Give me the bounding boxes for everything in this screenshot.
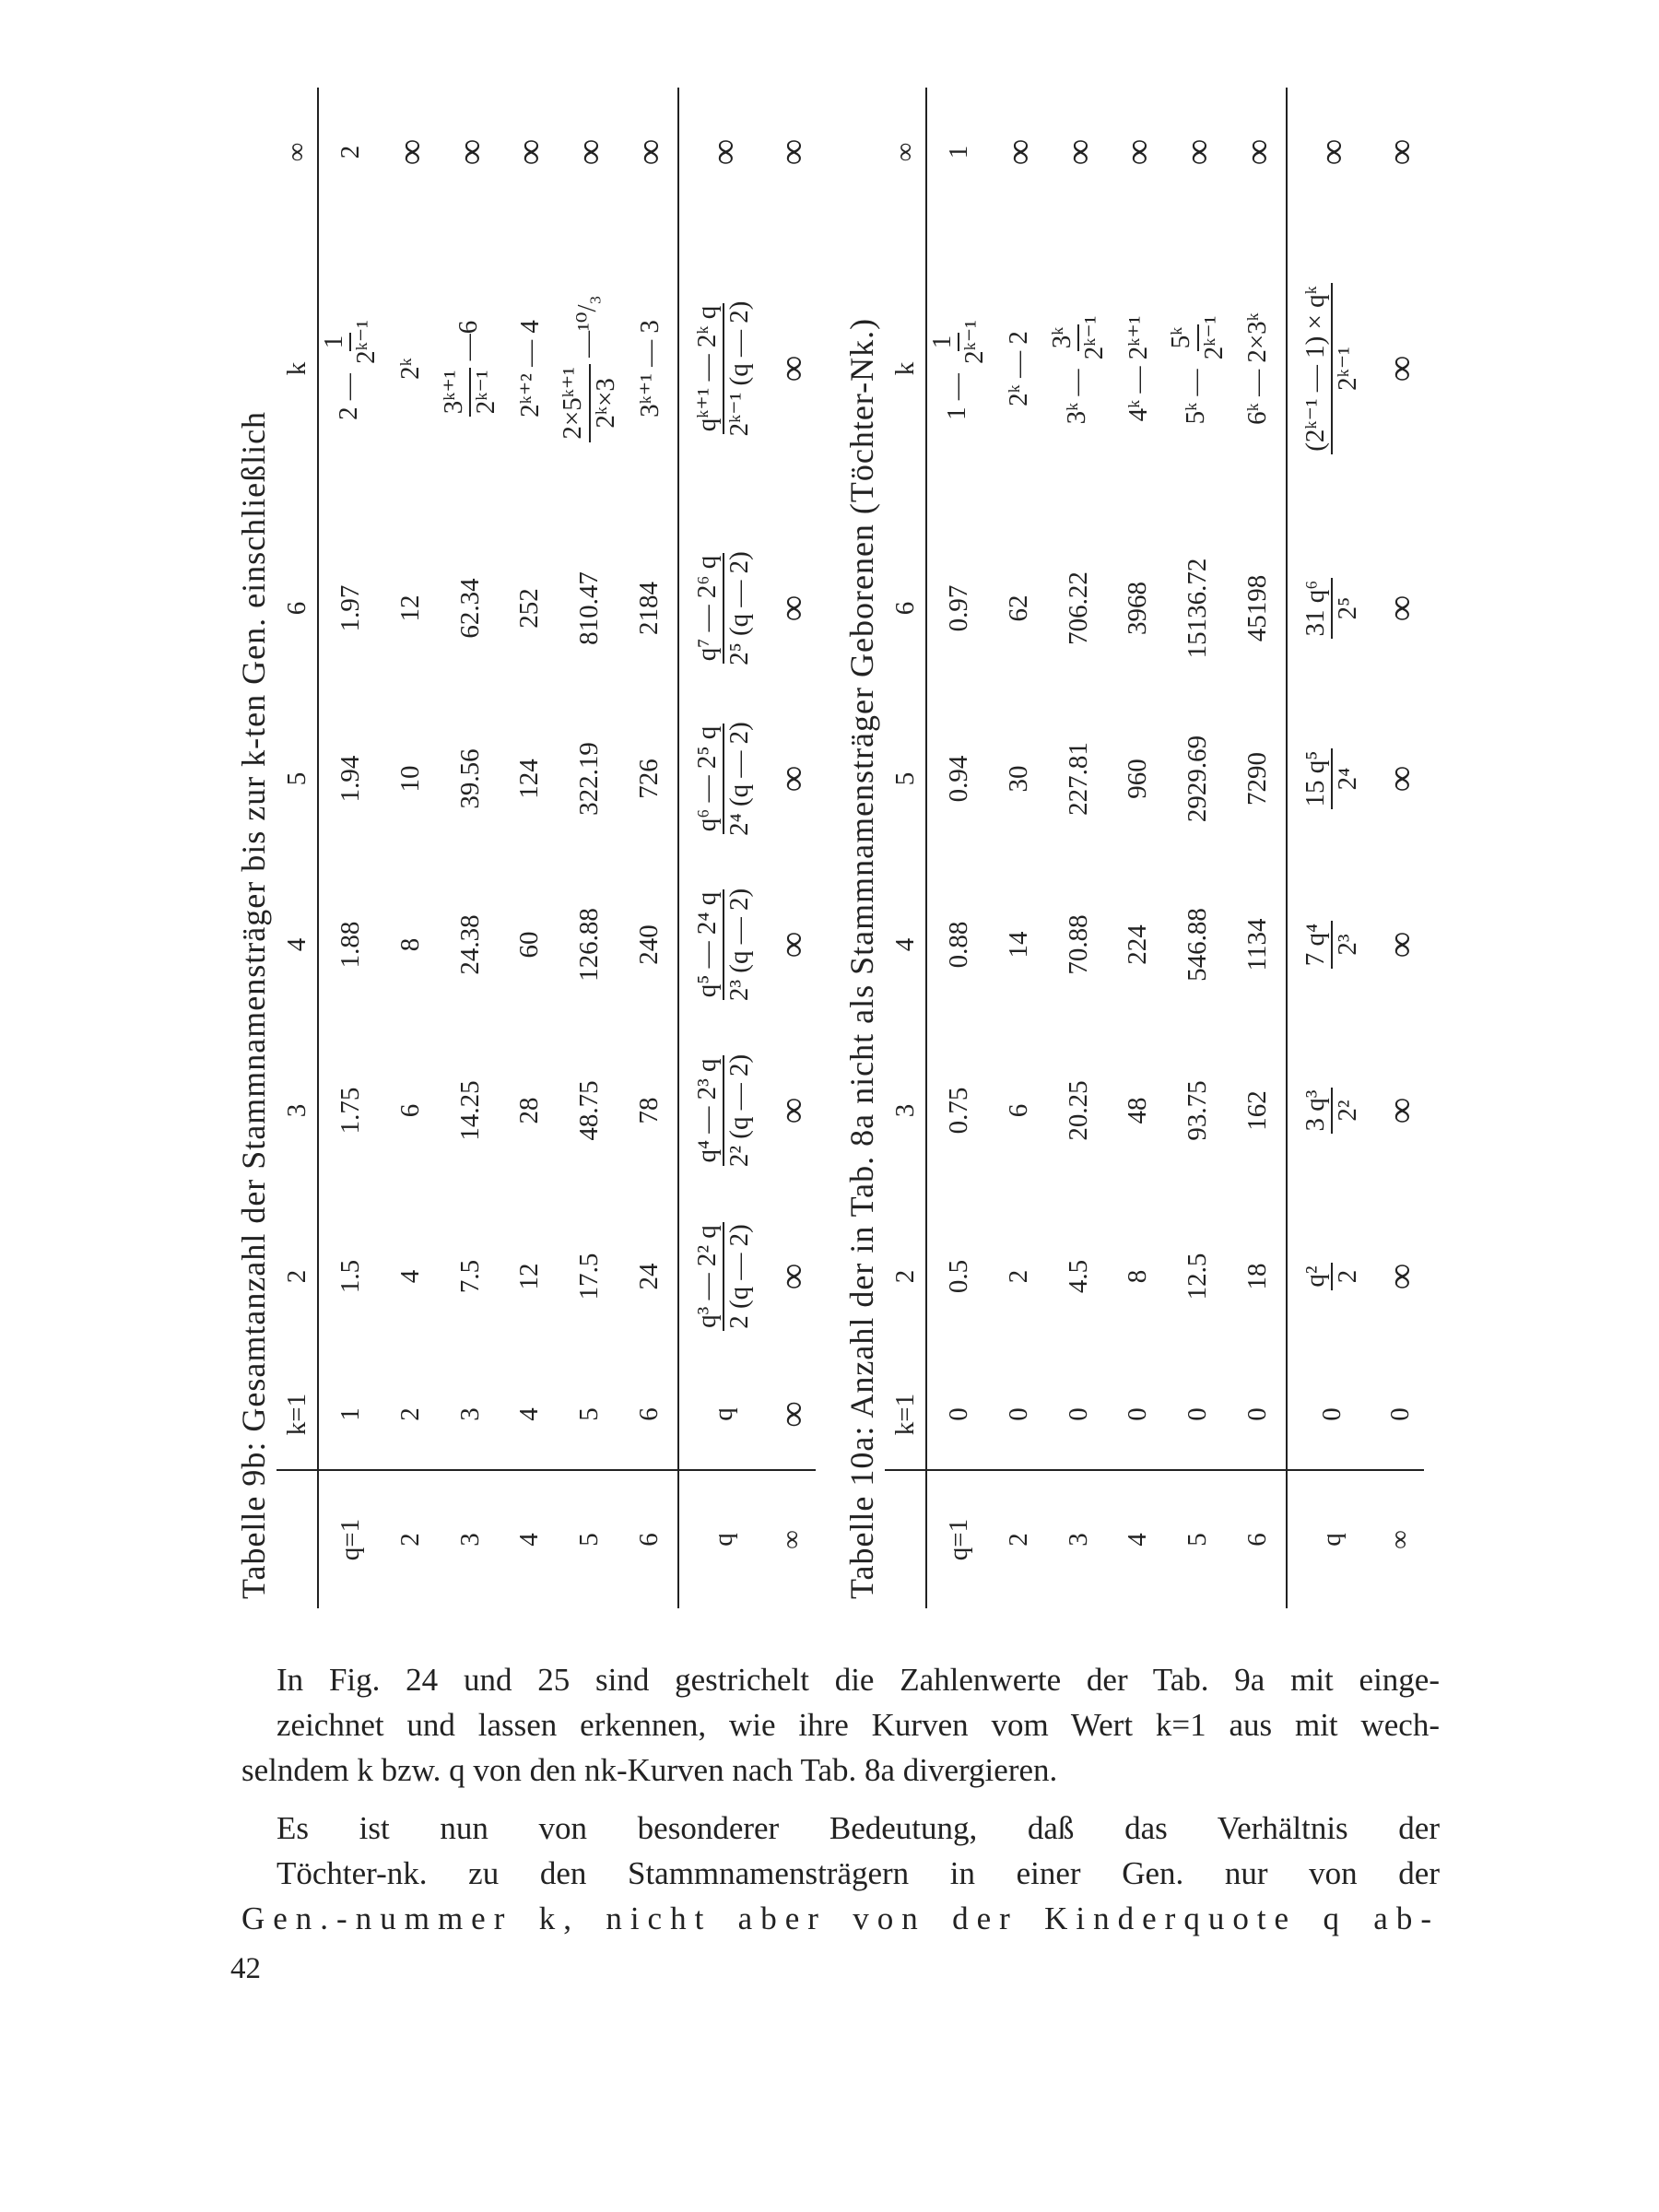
table-cell: 14: [1003, 931, 1033, 959]
table-cell: 20.25: [1063, 1080, 1093, 1141]
text-line: Es ist nun von besonderer Bedeutung, daß das Verhältnis der: [276, 1810, 1440, 1846]
table-cell: 1.94: [335, 755, 365, 803]
table-cell: 2ᵏ: [394, 358, 425, 380]
table-cell: [1287, 217, 1376, 521]
table-10a: [839, 88, 1429, 1608]
table-cell: ∞: [1177, 138, 1219, 166]
fraction-denominator: 2⁴: [1333, 767, 1363, 791]
table-cell: 30: [1003, 765, 1033, 793]
table-row: [926, 88, 991, 1608]
table-cell: 1.5: [335, 1259, 365, 1294]
column-header: 4: [885, 862, 926, 1028]
fraction: [1300, 578, 1364, 640]
table-cell: ∞: [771, 1263, 813, 1290]
fraction-denominator: 2ᵏ⁻¹: [1333, 347, 1363, 391]
table-cell: 4: [394, 1269, 425, 1284]
table-row: [382, 88, 439, 1608]
table-cell: 227.81: [1063, 742, 1093, 816]
table-cell: 706.22: [1063, 571, 1093, 645]
table-cell: ∞: [678, 88, 768, 217]
table-cell: [1166, 217, 1230, 521]
table-cell: 0.97: [943, 584, 973, 632]
table-10a-grid: [885, 88, 1424, 1608]
table-cell: ∞: [1379, 1263, 1421, 1290]
table-cell: ∞: [449, 138, 491, 166]
table-cell: 0: [1003, 1407, 1033, 1421]
column-header: 2: [276, 1194, 318, 1359]
table-cell: [678, 1028, 768, 1194]
column-header: ∞: [885, 88, 926, 217]
table-cell: 1.88: [335, 921, 365, 969]
text-line: selndem k bzw. q von den nk-Kurven nach Tab. 8a divergieren.: [241, 1752, 1058, 1788]
table-cell: 2184: [634, 582, 665, 635]
fraction: [1300, 1088, 1364, 1135]
table-row: [318, 88, 382, 1608]
column-header: 2: [885, 1194, 926, 1359]
table-cell: 4: [514, 1407, 545, 1421]
row-label: 4: [501, 1470, 558, 1608]
table-cell: ∞: [1379, 594, 1421, 622]
table-cell: 15136.72: [1182, 558, 1213, 659]
table-cell: 12: [394, 594, 425, 622]
fraction: [319, 317, 382, 367]
table-cell: 4ᵏ — 2ᵏ⁺¹: [1124, 315, 1154, 422]
table-cell: 60: [514, 931, 545, 959]
fraction-numerator: 5ᵏ: [1166, 324, 1198, 352]
fraction-denominator: 2ᵏ⁻¹: [1198, 315, 1229, 360]
table-cell: 28: [514, 1097, 545, 1124]
table-cell: 17.5: [574, 1253, 605, 1300]
fraction: [1166, 313, 1230, 363]
table-cell: ∞: [1379, 138, 1421, 166]
table-cell: 2: [335, 145, 365, 159]
table-cell: ∞: [1057, 138, 1100, 166]
table-cell: 7.5: [454, 1259, 485, 1294]
table-cell: 4.5: [1063, 1259, 1093, 1294]
column-header: 3: [885, 1028, 926, 1194]
table-row: [1230, 88, 1287, 1608]
fraction-numerator: 1: [927, 333, 959, 352]
table-cell: 162: [1242, 1090, 1273, 1131]
table-cell: 1: [335, 1407, 365, 1421]
column-header: k: [276, 217, 318, 521]
table-cell: 0: [1384, 1407, 1415, 1421]
table-cell: 2ᵏ⁺² — 4: [515, 320, 546, 418]
table-cell: [678, 217, 768, 521]
fraction-numerator: 3 q³: [1300, 1088, 1333, 1135]
table-cell: 6ᵏ — 2×3ᵏ: [1242, 312, 1273, 425]
fraction-denominator: 2³: [1333, 934, 1363, 956]
table-cell: [1287, 1194, 1376, 1359]
table-cell: 2929.69: [1182, 735, 1213, 823]
table-cell: 0: [1287, 1359, 1376, 1470]
table-cell: 0: [1182, 1407, 1213, 1421]
table-cell: ∞: [1379, 931, 1421, 959]
table-cell: 10: [394, 765, 425, 793]
table-cell: ∞: [997, 138, 1040, 166]
table-row: [558, 88, 621, 1608]
table-row: [991, 88, 1047, 1608]
table-9b-title: Tabelle 9b: Gesamtanzahl der Stammnamensträger bis zur k-ten Gen. einschließlich: [235, 410, 272, 1599]
row-label: 4: [1110, 1470, 1166, 1608]
fraction: [558, 364, 621, 442]
fraction-denominator: 2⁵ (q — 2): [724, 551, 755, 665]
table-cell: 1: [943, 145, 973, 159]
table-cell: 48: [1123, 1097, 1153, 1124]
column-header: 6: [885, 521, 926, 696]
table-9b: [230, 88, 820, 1608]
fraction-numerator: 1: [319, 333, 351, 352]
table-cell: 124: [514, 759, 545, 799]
table-cell: 39.56: [454, 748, 485, 809]
table-cell: ∞: [569, 138, 611, 166]
table-cell: ∞: [771, 355, 813, 382]
table-cell: [1287, 696, 1376, 862]
fraction: [1300, 1263, 1364, 1289]
table-cell: 0: [1063, 1407, 1093, 1421]
table-cell: ∞: [771, 765, 813, 793]
fraction-denominator: 2 (q — 2): [724, 1224, 755, 1329]
table-cell: [1287, 1028, 1376, 1194]
table-cell: 62: [1003, 594, 1033, 622]
table-cell: 224: [1123, 924, 1153, 965]
row-label: q=1: [318, 1470, 382, 1608]
table-cell: ∞: [1379, 765, 1421, 793]
table-cell: 5: [574, 1407, 605, 1421]
table-cell: ∞: [389, 138, 431, 166]
fraction-numerator: q⁶ — 2⁵ q: [692, 724, 724, 834]
table-cell: 6: [634, 1407, 665, 1421]
row-label: q: [1287, 1470, 1376, 1608]
fraction-numerator: 3ᵏ⁺¹: [439, 368, 471, 418]
formula-suffix: —6: [453, 320, 483, 368]
table-cell: 2: [394, 1407, 425, 1421]
table-cell: 14.25: [454, 1080, 485, 1141]
fraction-denominator: 2³ (q — 2): [724, 888, 755, 1002]
column-header: k=1: [276, 1359, 318, 1470]
fraction: [692, 886, 756, 1004]
table-cell: ∞: [771, 1401, 813, 1428]
row-label: 2: [991, 1470, 1047, 1608]
table-cell: ∞: [1287, 88, 1376, 217]
table-cell: 78: [634, 1097, 665, 1124]
table-cell: 322.19: [574, 742, 605, 816]
fraction-denominator: 2ᵏ⁻¹ (q — 2): [724, 300, 755, 437]
general-row: [768, 88, 816, 1608]
table-cell: 18: [1242, 1263, 1273, 1290]
column-header: 6: [276, 521, 318, 696]
fraction: [927, 317, 991, 367]
table-cell: 12.5: [1182, 1253, 1213, 1300]
table-cell: 240: [634, 924, 665, 965]
table-cell: 726: [634, 759, 665, 799]
table-cell: 0.88: [943, 921, 973, 969]
table-cell: 252: [514, 588, 545, 629]
fraction: [692, 1221, 756, 1332]
row-label: ∞: [768, 1470, 816, 1608]
text-line: zeichnet und lassen erkennen, wie ihre Kurven vom Wert k=1 aus mit wech-: [276, 1707, 1440, 1743]
formula-prefix: 2 —: [334, 366, 363, 420]
table-cell: 1.97: [335, 584, 365, 632]
table-cell: [439, 217, 502, 521]
header-row: [276, 88, 318, 1608]
general-row: [678, 88, 768, 1608]
table-cell: 12: [514, 1263, 545, 1290]
table-cell: 810.47: [574, 571, 605, 645]
table-cell: 45198: [1242, 574, 1273, 642]
table-row: [501, 88, 558, 1608]
fraction-numerator: 3ᵏ: [1047, 324, 1079, 352]
row-label: 6: [621, 1470, 678, 1608]
table-cell: [1047, 217, 1111, 521]
formula-prefix: 5ᵏ —: [1181, 362, 1211, 425]
text-line: Töchter-nk. zu den Stammnamensträgern in einer Gen. nur von der: [276, 1855, 1440, 1891]
fraction-denominator: 2² (q — 2): [724, 1053, 755, 1168]
fraction-numerator: 31 q⁶: [1300, 578, 1333, 640]
column-header: k=1: [885, 1359, 926, 1470]
fraction-numerator: q⁷ — 2⁶ q: [692, 553, 724, 664]
table-cell: ∞: [1379, 1097, 1421, 1124]
page-number: 42: [230, 1952, 261, 1985]
fraction: [1047, 313, 1111, 363]
column-header: 4: [276, 862, 318, 1028]
table-cell: [558, 217, 621, 521]
fraction-denominator: 2ᵏ⁻¹: [471, 370, 501, 415]
table-cell: 8: [394, 937, 425, 952]
fraction-numerator: 15 q⁵: [1300, 748, 1333, 810]
table-cell: 0.5: [943, 1259, 973, 1294]
row-label: 2: [382, 1470, 439, 1608]
table-cell: 1134: [1242, 918, 1273, 971]
table-cell: 70.88: [1063, 914, 1093, 975]
table-cell: 0: [1242, 1407, 1273, 1421]
table-cell: ∞: [1237, 138, 1279, 166]
row-label: 5: [1166, 1470, 1230, 1608]
formula-suffix: —¹⁰/₃: [572, 295, 603, 365]
table-cell: 93.75: [1182, 1080, 1213, 1141]
fraction: [1300, 748, 1364, 810]
table-cell: 126.88: [574, 908, 605, 982]
fraction-numerator: (2ᵏ⁻¹ — 1) × qᵏ: [1300, 283, 1333, 453]
table-cell: 2ᵏ — 2: [1003, 331, 1033, 406]
table-cell: 24.38: [454, 914, 485, 975]
column-header: [885, 1470, 926, 1608]
fraction-numerator: 7 q⁴: [1300, 921, 1333, 969]
row-label: 3: [439, 1470, 502, 1608]
table-cell: [1287, 521, 1376, 696]
table-cell: 2: [1003, 1269, 1033, 1284]
table-cell: 3: [454, 1407, 485, 1421]
general-row: [1376, 88, 1424, 1608]
fraction: [1300, 921, 1364, 969]
table-cell: [1287, 862, 1376, 1028]
formula-prefix: 3ᵏ —: [1061, 362, 1091, 425]
fraction-numerator: q³ — 2² q: [692, 1222, 724, 1331]
table-cell: ∞: [1379, 355, 1421, 382]
table-cell: 6: [1003, 1103, 1033, 1118]
row-label: 3: [1047, 1470, 1111, 1608]
column-header: k: [885, 217, 926, 521]
column-header: 5: [885, 696, 926, 862]
table-cell: ∞: [1117, 138, 1159, 166]
fraction-numerator: q⁴ — 2³ q: [692, 1055, 724, 1165]
paragraph-1: [241, 1657, 1440, 1793]
table-cell: ∞: [771, 594, 813, 622]
table-cell: ∞: [771, 138, 813, 166]
row-label: 6: [1230, 1470, 1287, 1608]
table-cell: 0.75: [943, 1087, 973, 1135]
paragraph-2: [241, 1806, 1440, 1941]
fraction-denominator: 2⁵: [1333, 596, 1363, 620]
table-9b-grid: [276, 88, 816, 1608]
table-cell: [926, 217, 991, 521]
table-cell: 0: [943, 1407, 973, 1421]
table-cell: ∞: [771, 1097, 813, 1124]
row-label: q: [678, 1470, 768, 1608]
column-header: 3: [276, 1028, 318, 1194]
fraction-denominator: 2: [1333, 1269, 1363, 1284]
fraction-denominator: 2ᵏ⁻¹: [1079, 315, 1110, 360]
fraction-denominator: 2ᵏ⁻¹: [351, 320, 382, 364]
table-cell: 0: [1123, 1407, 1153, 1421]
table-cell: q: [678, 1359, 768, 1470]
fraction-denominator: 2ᵏ⁻¹: [959, 320, 990, 364]
text-line: In Fig. 24 und 25 sind gestrichelt die Zahlenwerte der Tab. 9a mit einge-: [276, 1662, 1440, 1698]
general-row: [1287, 88, 1376, 1608]
body-text: [241, 1657, 1440, 1954]
table-cell: 7290: [1242, 752, 1273, 806]
fraction: [692, 299, 756, 440]
column-header: [276, 1470, 318, 1608]
table-row: [621, 88, 678, 1608]
table-cell: 3ᵏ⁺¹ — 3: [635, 320, 665, 418]
table-cell: 1.75: [335, 1087, 365, 1135]
table-row: [439, 88, 502, 1608]
fraction: [439, 368, 502, 418]
text-line-spaced: Gen.-nummer k, nicht aber von der Kinderquote q ab-: [241, 1900, 1440, 1936]
table-cell: 48.75: [574, 1080, 605, 1141]
row-label: ∞: [1376, 1470, 1424, 1608]
table-row: [1166, 88, 1230, 1608]
table-cell: [678, 862, 768, 1028]
table-cell: [318, 217, 382, 521]
column-header: ∞: [276, 88, 318, 217]
header-row: [885, 88, 926, 1608]
table-cell: 62.34: [454, 578, 485, 639]
table-cell: 960: [1123, 759, 1153, 799]
table-10a-title: Tabelle 10a: Anzahl der in Tab. 8a nicht als Stammnamensträger Geborenen (Töchter-Nk.): [843, 317, 880, 1599]
table-cell: 6: [394, 1103, 425, 1118]
fraction-numerator: q⁵ — 2⁴ q: [692, 889, 724, 1000]
fraction-denominator: 2²: [1333, 1100, 1363, 1122]
table-cell: [678, 696, 768, 862]
table-cell: 8: [1123, 1269, 1153, 1284]
table-cell: [678, 521, 768, 696]
row-label: 5: [558, 1470, 621, 1608]
fraction-numerator: 2×5ᵏ⁺¹: [558, 364, 590, 442]
fraction-numerator: q²: [1300, 1263, 1333, 1289]
table-cell: ∞: [509, 138, 551, 166]
table-row: [1047, 88, 1111, 1608]
fraction: [692, 719, 756, 839]
table-row: [1110, 88, 1166, 1608]
table-cell: 24: [634, 1263, 665, 1290]
fraction: [692, 548, 756, 668]
fraction: [692, 1052, 756, 1170]
table-cell: 3968: [1123, 582, 1153, 635]
fraction-denominator: 2ᵏ×3: [590, 378, 620, 429]
column-header: 5: [276, 696, 318, 862]
rotated-tables-area: [230, 88, 1438, 1608]
table-cell: 546.88: [1182, 908, 1213, 982]
table-cell: [678, 1194, 768, 1359]
fraction: [1300, 283, 1364, 453]
fraction-denominator: 2⁴ (q — 2): [724, 722, 755, 836]
table-cell: ∞: [629, 138, 671, 166]
row-label: q=1: [926, 1470, 991, 1608]
fraction-numerator: qᵏ⁺¹ — 2ᵏ q: [692, 303, 724, 435]
formula-prefix: 1 —: [942, 366, 971, 420]
table-cell: 0.94: [943, 755, 973, 803]
table-cell: ∞: [771, 931, 813, 959]
